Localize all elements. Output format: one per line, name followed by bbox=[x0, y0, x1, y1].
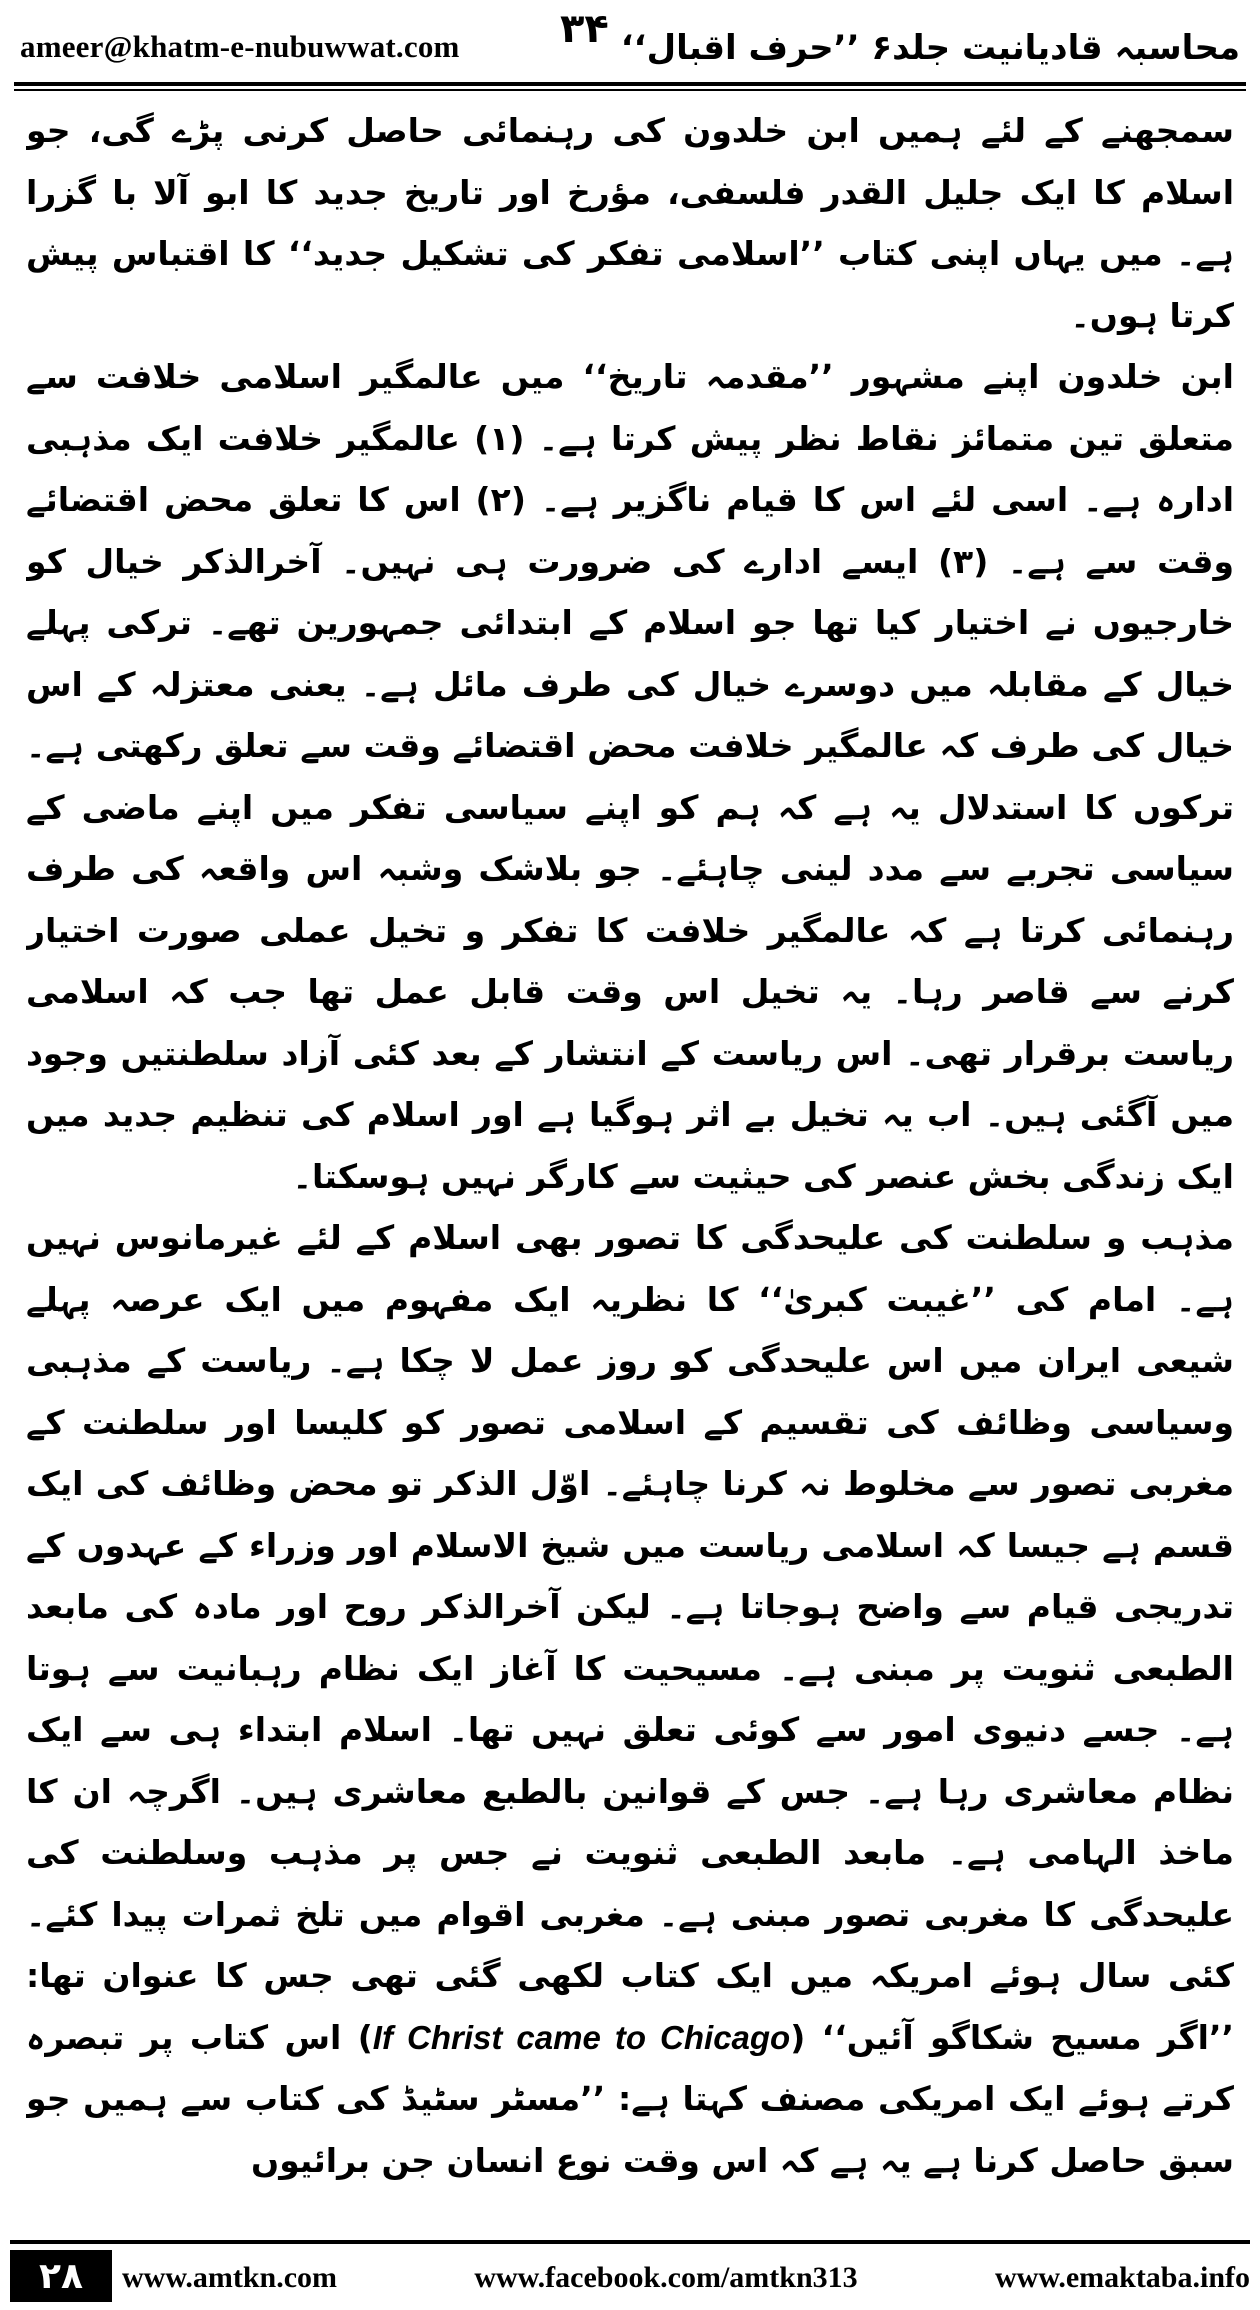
paragraph-3-text: مذہب و سلطنت کی علیحدگی کا تصور بھی اسلام کے لئے غیرمانوس نہیں ہے۔ امام کی ’’غیبت کبریٰ‘‘ کا نظریہ ایک مفہوم میں ایک عرصہ پہلے شیعی ایران میں اس علیحدگی کو روز عمل لا چکا ہے۔ ریاست کے مذہبی وسیاسی وظائف کی تقسیم کے اسلامی تصور کو کلیسا اور سلطنت کے مغربی تصور سے مخلوط نہ کرنا چاہئے۔ اوّل الذکر تو محض وظائف کی ایک قسم ہے جیسا کہ اسلامی ریاست میں شیخ الاسلام اور وزراء کے عہدوں کے تدریجی قیام سے واضح ہوجاتا ہے۔ لیکن آخرالذکر روح اور مادہ کی مابعد الطبعی ثنویت پر مبنی ہے۔ مسیحیت کا آغاز ایک نظام رہبانیت سے ہوتا ہے۔ جسے دنیوی امور سے کوئی تعلق نہیں تھا۔ اسلام ابتداء ہی سے ایک نظام معاشری رہا ہے۔ جس کے قوانین بالطبع معاشری ہیں۔ اگرچہ ان کا ماخذ الہامی ہے۔ مابعد الطبعی ثنویت نے جس پر مذہب وسلطنت کی علیحدگی کا مغربی تصور مبنی ہے۔ مغربی اقوام میں تلخ ثمرات پیدا کئے۔ کئی سال ہوئے امریکہ میں ایک کتاب لکھی گئی تھی جس کا عنوان تھا: ’’اگر مسیح شکاگو آئیں‘‘ ( bbox=[26, 1218, 1234, 2057]
english-book-title: If Christ came to Chicago bbox=[372, 2018, 791, 2056]
header-page-number: ۳۴ bbox=[560, 6, 609, 52]
footer-link-facebook[interactable]: www.facebook.com/amtkn313 bbox=[474, 2261, 858, 2294]
paragraph-2: ابن خلدون اپنے مشہور ’’مقدمہ تاریخ‘‘ میں عالمگیر اسلامی خلافت سے متعلق تین متمائز نقاط نظر پیش کرتا ہے۔ (۱) عالمگیر خلافت ایک مذہبی ادارہ ہے۔ اسی لئے اس کا قیام ناگزیر ہے۔ (۲) اس کا تعلق محض اقتضائے وقت سے ہے۔ (۳) ایسے ادارے کی ضرورت ہی نہیں۔ آخرالذکر خیال کو خارجیوں نے اختیار کیا تھا جو اسلام کے ابتدائی جمہورین تھے۔ ترکی پہلے خیال کے مقابلہ میں دوسرے خیال کی طرف مائل ہے۔ یعنی معتزلہ کے اس خیال کی طرف کہ عالمگیر خلافت محض اقتضائے وقت سے تعلق رکھتی ہے۔ ترکوں کا استدلال یہ ہے کہ ہم کو اپنے سیاسی تفکر میں اپنے ماضی کے سیاسی تجربے سے مدد لینی چاہئے۔ جو بلاشک وشبہ اس واقعہ کی طرف رہنمائی کرتا ہے کہ عالمگیر خلافت کا تفکر و تخیل عملی صورت اختیار کرنے سے قاصر رہا۔ یہ تخیل اس وقت قابل عمل تھا جب کہ اسلامی ریاست برقرار تھی۔ اس ریاست کے انتشار کے بعد کئی آزاد سلطنتیں وجود میں آگئی ہیں۔ اب یہ تخیل بے اثر ہوگیا ہے اور اسلام کی تنظیم جدید میں ایک زندگی بخش عنصر کی حیثیت سے کارگر نہیں ہوسکتا۔ bbox=[26, 357, 1234, 1196]
footer-page-number: ۲۸ bbox=[10, 2250, 112, 2302]
header-rule-thin bbox=[14, 89, 1246, 91]
paragraph-1: سمجھنے کے لئے ہمیں ابن خلدون کی رہنمائی حاصل کرنی پڑے گی، جو اسلام کا ایک جلیل القدر فلسفی، مؤرخ اور تاریخ جدید کا ابو آلا با گزرا ہے۔ میں یہاں اپنی کتاب ’’اسلامی تفکر کی تشکیل جدید‘‘ کا اقتباس پیش کرتا ہوں۔ bbox=[26, 111, 1234, 335]
running-title: محاسبہ قادیانیت جلد۶ ’’حرف اقبال‘‘ bbox=[620, 27, 1240, 68]
footer-link-emaktaba[interactable]: www.emaktaba.info bbox=[994, 2261, 1250, 2294]
paragraph-3-continuation: ) اس کتاب پر تبصرہ کرتے ہوئے ایک امریکی مصنف کہتا ہے: ’’مسٹر سٹیڈ کی کتاب سے ہمیں جو سبق حاصل کرنا ہے یہ ہے کہ اس وقت نوع انسان جن برائیوں bbox=[26, 2017, 1234, 2180]
footer-links bbox=[122, 2252, 1250, 2304]
header-rule bbox=[14, 82, 1246, 86]
footer-link-amtkn[interactable]: www.amtkn.com bbox=[122, 2261, 337, 2294]
header-email: ameer@khatm-e-nubuwwat.com bbox=[20, 29, 460, 64]
page-header bbox=[20, 14, 1240, 80]
page-footer bbox=[10, 2240, 1250, 2304]
paragraph-3 bbox=[26, 1207, 1234, 2191]
body-text bbox=[26, 100, 1234, 2230]
